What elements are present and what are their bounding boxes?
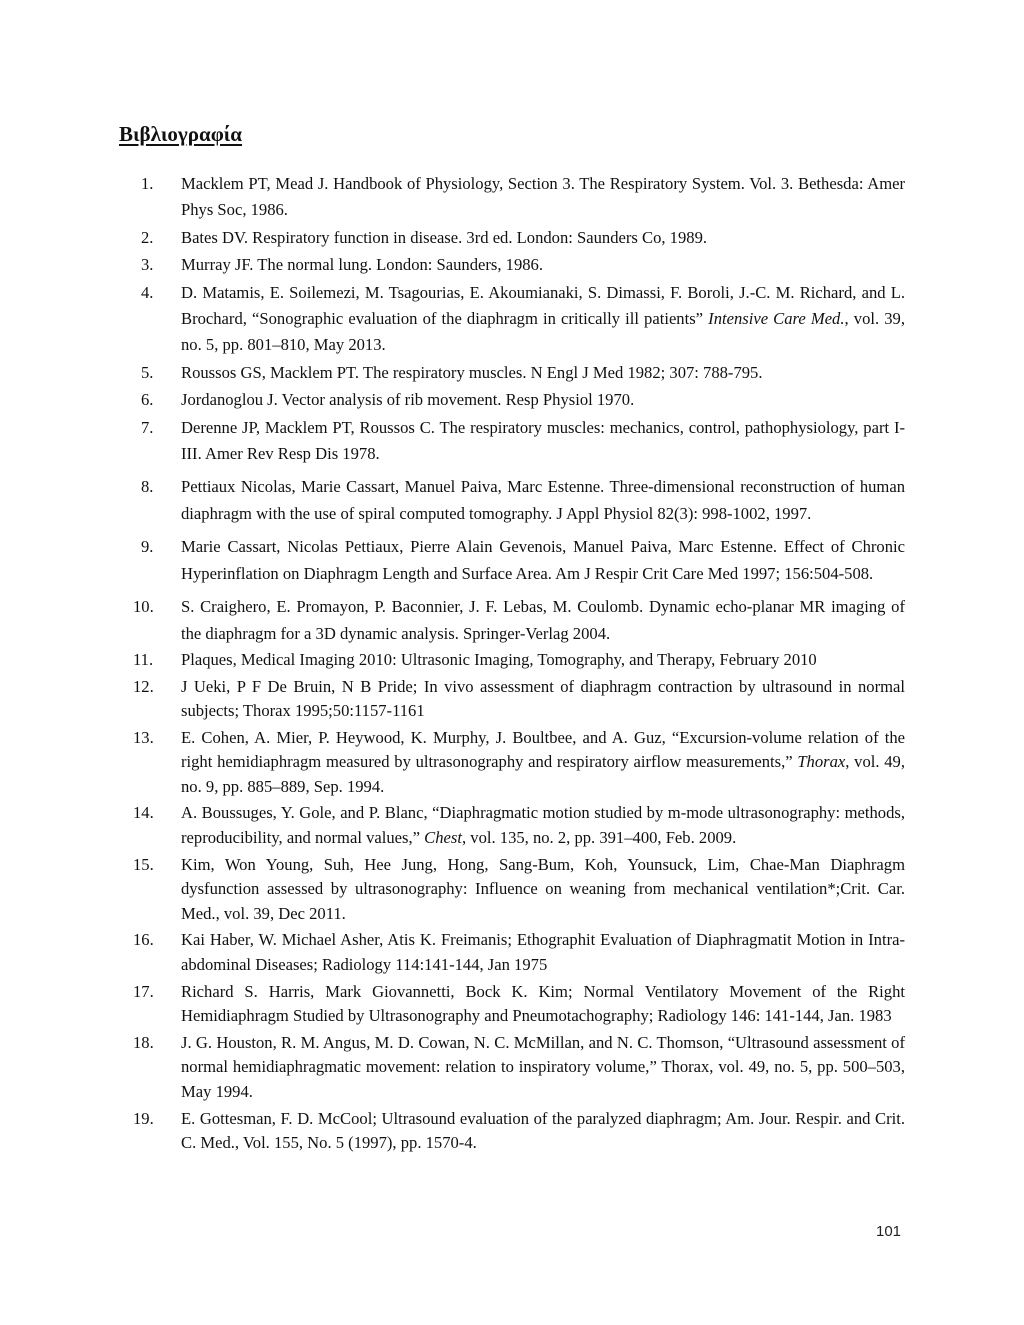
reference-text: Jordanoglou J. Vector analysis of rib movement. Resp Physiol 1970.	[181, 390, 635, 410]
reference-text: Murray JF. The normal lung. London: Saunders, 1986.	[181, 255, 544, 275]
reference-number: 17.	[133, 981, 154, 1001]
reference-text: S. Craighero, E. Promayon, P. Baconnier, J. F. Lebas, M. Coulomb. Dynamic echo-planar MR imaging of the diaphragm for a 3D dynamic analysis. Springer-Verlag 2004.	[181, 597, 905, 643]
reference-item	[141, 280, 905, 359]
reference-text: Macklem PT, Mead J. Handbook of Physiology, Section 3. The Respiratory System. Vol. 3. Bethesda: Amer Phys Soc, 1986.	[181, 174, 905, 220]
reference-text: Plaques, Medical Imaging 2010: Ultrasonic Imaging, Tomography, and Therapy, February 2010	[181, 649, 817, 669]
reference-item	[141, 387, 905, 413]
bibliography-heading: Βιβλιογραφία	[119, 122, 243, 146]
reference-text: D. Matamis, E. Soilemezi, M. Tsagourias, E. Akoumianaki, S. Dimassi, F. Boroli, J.-C. M. Richard, and L. Brochard, “Sonographic evaluation of the diaphragm in critically ill patients”	[181, 282, 905, 329]
reference-item	[133, 980, 905, 1029]
reference-text: Roussos GS, Macklem PT. The respiratory muscles. N Engl J Med 1982; 307: 788-795.	[181, 362, 763, 382]
reference-number: 11.	[133, 649, 154, 669]
reference-number: 13.	[133, 727, 154, 747]
reference-text: J Ueki, P F De Bruin, N B Pride; In vivo assessment of diaphragm contraction by ultrasound in normal subjects; Thorax 1995;50:1157-1161	[181, 676, 905, 721]
reference-text: Kim, Won Young, Suh, Hee Jung, Hong, Sang-Bum, Koh, Younsuck, Lim, Chae-Man Diaphragm dysfunction assessed by ultrasonography: Influence on weaning from mechanical ventilation*;Crit. Car. Med., vol. 39, Dec 2011.	[181, 854, 905, 923]
reference-item	[141, 225, 905, 251]
reference-item	[133, 1031, 905, 1105]
reference-item	[133, 1107, 905, 1156]
reference-item	[133, 928, 905, 977]
reference-item	[141, 360, 905, 386]
reference-number: 15.	[133, 854, 154, 874]
reference-item	[133, 594, 905, 647]
reference-text-tail: , vol. 135, no. 2, pp. 391–400, Feb. 2009.	[461, 828, 737, 848]
reference-number: 10.	[133, 597, 154, 617]
reference-text: Derenne JP, Macklem PT, Roussos C. The respiratory muscles: mechanics, control, pathophysiology, part I-III. Amer Rev Resp Dis 1978.	[181, 417, 905, 464]
reference-text-tail: , vol. 49, no. 9, pp. 885–889, Sep. 1994.	[181, 752, 906, 796]
reference-number: 16.	[133, 930, 154, 950]
journal-title: Chest	[424, 828, 462, 848]
reference-number: 3.	[141, 255, 154, 275]
reference-number: 14.	[133, 803, 154, 823]
reference-list	[133, 171, 906, 1158]
reference-text: Pettiaux Nicolas, Marie Cassart, Manuel Paiva, Marc Estenne. Three-dimensional reconstruction of human diaphragm with the use of spiral computed tomography. J Appl Physiol 82(3): 998-1002, 1997.	[181, 477, 905, 523]
reference-number: 7.	[141, 417, 154, 437]
reference-text: E. Gottesman, F. D. McCool; Ultrasound evaluation of the paralyzed diaphragm; Am. Jour. Respir. and Crit. C. Med., Vol. 155, No. 5 (1997), pp. 1570-4.	[181, 1108, 905, 1153]
reference-number: 8.	[141, 477, 154, 497]
reference-item	[141, 171, 905, 224]
reference-text: Kai Haber, W. Michael Asher, Atis K. Freimanis; Ethographit Evaluation of Diaphragmatit Motion in Intra-abdominal Diseases; Radiology 114:141-144, Jan 1975	[181, 930, 905, 975]
reference-text: J. G. Houston, R. M. Angus, M. D. Cowan, N. C. McMillan, and N. C. Thomson, “Ultrasound assessment of normal hemidiaphragmatic movement: relation to inspiratory volume,” Thorax, vol. 49, no. 5, pp. 500–503, May 1994.	[181, 1032, 905, 1101]
reference-item	[133, 648, 905, 673]
reference-item	[141, 474, 905, 527]
reference-text: Marie Cassart, Nicolas Pettiaux, Pierre Alain Gevenois, Manuel Paiva, Marc Estenne. Effect of Chronic Hyperinflation on Diaphragm Length and Surface Area. Am J Respir Crit Care Med 1997; 156:504-508.	[181, 537, 905, 583]
reference-text: E. Cohen, A. Mier, P. Heywood, K. Murphy, J. Boultbee, and A. Guz, “Excursion-volume relation of the right hemidiaphragm measured by ultrasonography and respiratory airflow measurements,”	[181, 727, 905, 772]
reference-number: 9.	[141, 537, 154, 557]
reference-item	[133, 853, 905, 927]
reference-item	[141, 534, 905, 587]
page-number: 101	[876, 1223, 902, 1240]
reference-number: 6.	[141, 390, 154, 410]
reference-number: 18.	[133, 1032, 154, 1052]
journal-title: Intensive Care Med.	[708, 309, 845, 329]
reference-text-tail: , vol. 39, no. 5, pp. 801–810, May 2013.	[181, 309, 905, 355]
reference-item	[133, 801, 905, 850]
reference-number: 2.	[141, 227, 154, 247]
reference-number: 4.	[141, 282, 154, 302]
reference-item	[133, 726, 906, 800]
reference-number: 1.	[141, 174, 154, 193]
reference-number: 5.	[141, 362, 154, 382]
reference-text: A. Boussuges, Y. Gole, and P. Blanc, “Diaphragmatic motion studied by m-mode ultrasonography: methods, reproducibility, and normal values,”	[181, 803, 905, 848]
reference-item	[141, 415, 905, 468]
reference-text: Bates DV. Respiratory function in disease. 3rd ed. London: Saunders Co, 1989.	[181, 227, 708, 247]
journal-title: Thorax	[797, 752, 846, 772]
reference-item	[141, 252, 905, 278]
reference-text: Richard S. Harris, Mark Giovannetti, Bock K. Kim; Normal Ventilatory Movement of the Right Hemidiaphragm Studied by Ultrasonography and Pneumotachography; Radiology 146: 141-144, Jan. 1983	[181, 981, 905, 1026]
reference-item	[133, 675, 905, 724]
reference-number: 12.	[133, 676, 154, 696]
reference-number: 19.	[133, 1108, 154, 1128]
